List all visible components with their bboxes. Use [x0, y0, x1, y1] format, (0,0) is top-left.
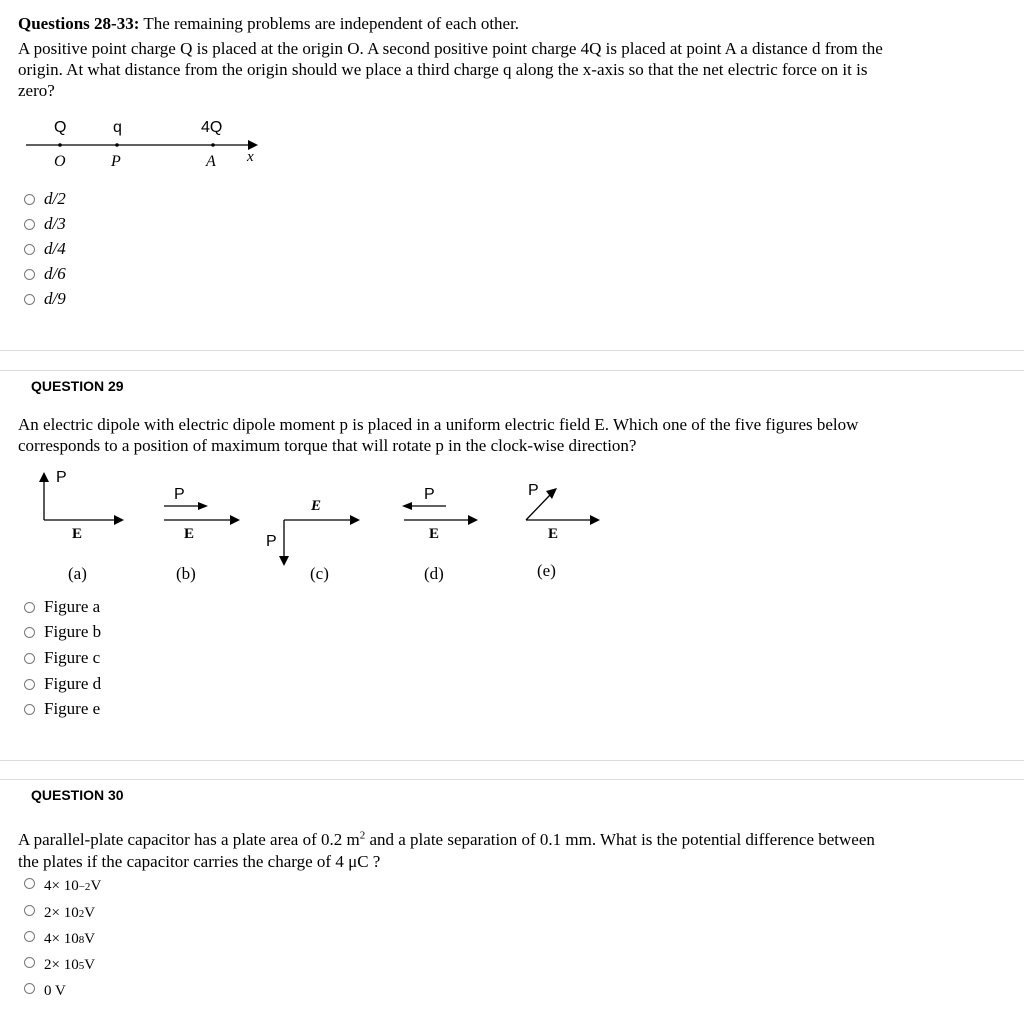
radio-icon[interactable] — [24, 957, 35, 968]
charge-q-label: Q — [54, 119, 67, 136]
radio-icon[interactable] — [24, 983, 35, 994]
q28-option-3[interactable] — [24, 239, 66, 259]
q29-label: QUESTION 29 — [31, 378, 124, 394]
q30-option-base: 0 V — [44, 983, 66, 999]
point-a-label: A — [206, 153, 216, 170]
q28-body-line1: A positive point charge Q is placed at the origin O. A second positive point charge 4Q is placed at point A a distance d from the — [18, 39, 883, 58]
charge-small-q-label: q — [113, 119, 122, 136]
q29-body-line1: An electric dipole with electric dipole moment p is placed in a uniform electric field E. Which one of the five figures below — [18, 415, 859, 434]
origin-dot — [58, 143, 62, 147]
section-divider — [0, 350, 1024, 351]
q28-header-rest: The remaining problems are independent of each other. — [139, 14, 520, 33]
charge-axis-diagram — [20, 115, 280, 175]
field-e-label: E — [72, 526, 83, 542]
q30-option-unit: V — [84, 957, 96, 973]
q30-body-line1-sup: 2 — [359, 829, 366, 842]
radio-icon[interactable] — [24, 194, 35, 205]
q30-option-unit: V — [84, 931, 96, 947]
q30-option-4[interactable]: 2× 10 5 V — [24, 957, 95, 974]
q30-option-base: 4× 10 — [44, 931, 79, 947]
q29-option-5[interactable] — [24, 699, 100, 719]
point-p-label: P — [111, 153, 121, 170]
field-e-label: E — [184, 526, 195, 542]
q28-option-label: d/2 — [44, 189, 66, 208]
dipole-p-label: P — [174, 486, 185, 503]
q28-header — [18, 13, 519, 34]
figure-c — [260, 468, 370, 588]
field-e-label: E — [548, 526, 559, 542]
figure-caption: (d) — [424, 564, 444, 583]
origin-o-label: O — [54, 153, 66, 170]
figure-caption: (b) — [176, 564, 196, 583]
q30-option-base: 2× 10 — [44, 905, 79, 921]
q28-option-5[interactable] — [24, 289, 66, 309]
q30-option-2[interactable]: 2× 10 2 V — [24, 905, 95, 922]
q29-option-label: Figure a — [44, 597, 101, 616]
radio-icon[interactable] — [24, 704, 35, 715]
q29-option-1[interactable] — [24, 597, 100, 617]
q28-option-4[interactable] — [24, 264, 66, 284]
q30-option-unit: V — [84, 905, 96, 921]
q28-option-1[interactable] — [24, 189, 66, 209]
section-divider — [0, 370, 1024, 371]
dipole-p-label: P — [528, 482, 539, 499]
figure-e — [518, 468, 618, 588]
radio-icon[interactable] — [24, 931, 35, 942]
point-a-dot — [211, 143, 215, 147]
q30-option-base: 2× 10 — [44, 957, 79, 973]
radio-icon[interactable] — [24, 679, 35, 690]
q28-option-label: d/9 — [44, 289, 66, 308]
radio-icon[interactable] — [24, 905, 35, 916]
q28-option-label: d/6 — [44, 264, 66, 283]
dipole-p-label: P — [424, 486, 435, 503]
radio-icon[interactable] — [24, 602, 35, 613]
radio-icon[interactable] — [24, 244, 35, 255]
point-p-dot — [115, 143, 119, 147]
radio-icon[interactable] — [24, 269, 35, 280]
dipole-p-label: P — [266, 533, 277, 550]
q30-option-unit: V — [90, 878, 102, 894]
q28-option-2[interactable] — [24, 214, 66, 234]
radio-icon[interactable] — [24, 219, 35, 230]
charge-4q-label: 4Q — [201, 119, 223, 136]
dipole-p-label: P — [56, 469, 67, 486]
q30-option-3[interactable]: 4× 10 8 V — [24, 931, 95, 948]
q30-body-line1-a: A parallel-plate capacitor has a plate area of 0.2 m — [18, 830, 360, 849]
q28-body-line2: origin. At what distance from the origin should we place a third charge q along the x-axis so that the net electric force on it is — [18, 60, 868, 79]
q30-option-1[interactable]: 4× 10 −2 V — [24, 878, 101, 895]
figure-caption: (a) — [68, 564, 87, 583]
figure-a — [30, 468, 130, 588]
radio-icon[interactable] — [24, 878, 35, 889]
radio-icon[interactable] — [24, 653, 35, 664]
q28-header-bold: Questions 28-33: — [18, 14, 140, 33]
q29-option-label: Figure b — [44, 622, 102, 641]
q30-body-line1-b: and a plate separation of 0.1 mm. What is the potential difference between — [365, 830, 875, 849]
q30-body-line2: the plates if the capacitor carries the charge of 4 μC ? — [18, 852, 381, 871]
q30-body-line1 — [18, 829, 875, 850]
q29-option-label: Figure c — [44, 648, 101, 667]
q30-option-base: 4× 10 — [44, 878, 79, 894]
q29-option-3[interactable] — [24, 648, 100, 668]
field-e-label: E — [429, 526, 440, 542]
section-divider — [0, 760, 1024, 761]
q28-body-line3: zero? — [18, 81, 55, 100]
figure-b — [160, 468, 260, 588]
q30-option-5[interactable] — [24, 983, 66, 1000]
q29-option-2[interactable] — [24, 622, 101, 642]
figure-caption: (c) — [310, 564, 329, 583]
radio-icon[interactable] — [24, 627, 35, 638]
figure-caption: (e) — [537, 561, 556, 580]
field-e-label: E — [311, 498, 322, 514]
q30-label: QUESTION 30 — [31, 787, 124, 803]
q29-option-4[interactable] — [24, 674, 101, 694]
axis-x-label: x — [247, 149, 254, 165]
q29-body-line2: corresponds to a position of maximum torque that will rotate p in the clock-wise direction? — [18, 436, 637, 455]
section-divider — [0, 779, 1024, 780]
q29-option-label: Figure e — [44, 699, 101, 718]
q28-option-label: d/3 — [44, 214, 66, 233]
q29-option-label: Figure d — [44, 674, 102, 693]
q28-option-label: d/4 — [44, 239, 66, 258]
radio-icon[interactable] — [24, 294, 35, 305]
figure-d — [398, 468, 498, 588]
